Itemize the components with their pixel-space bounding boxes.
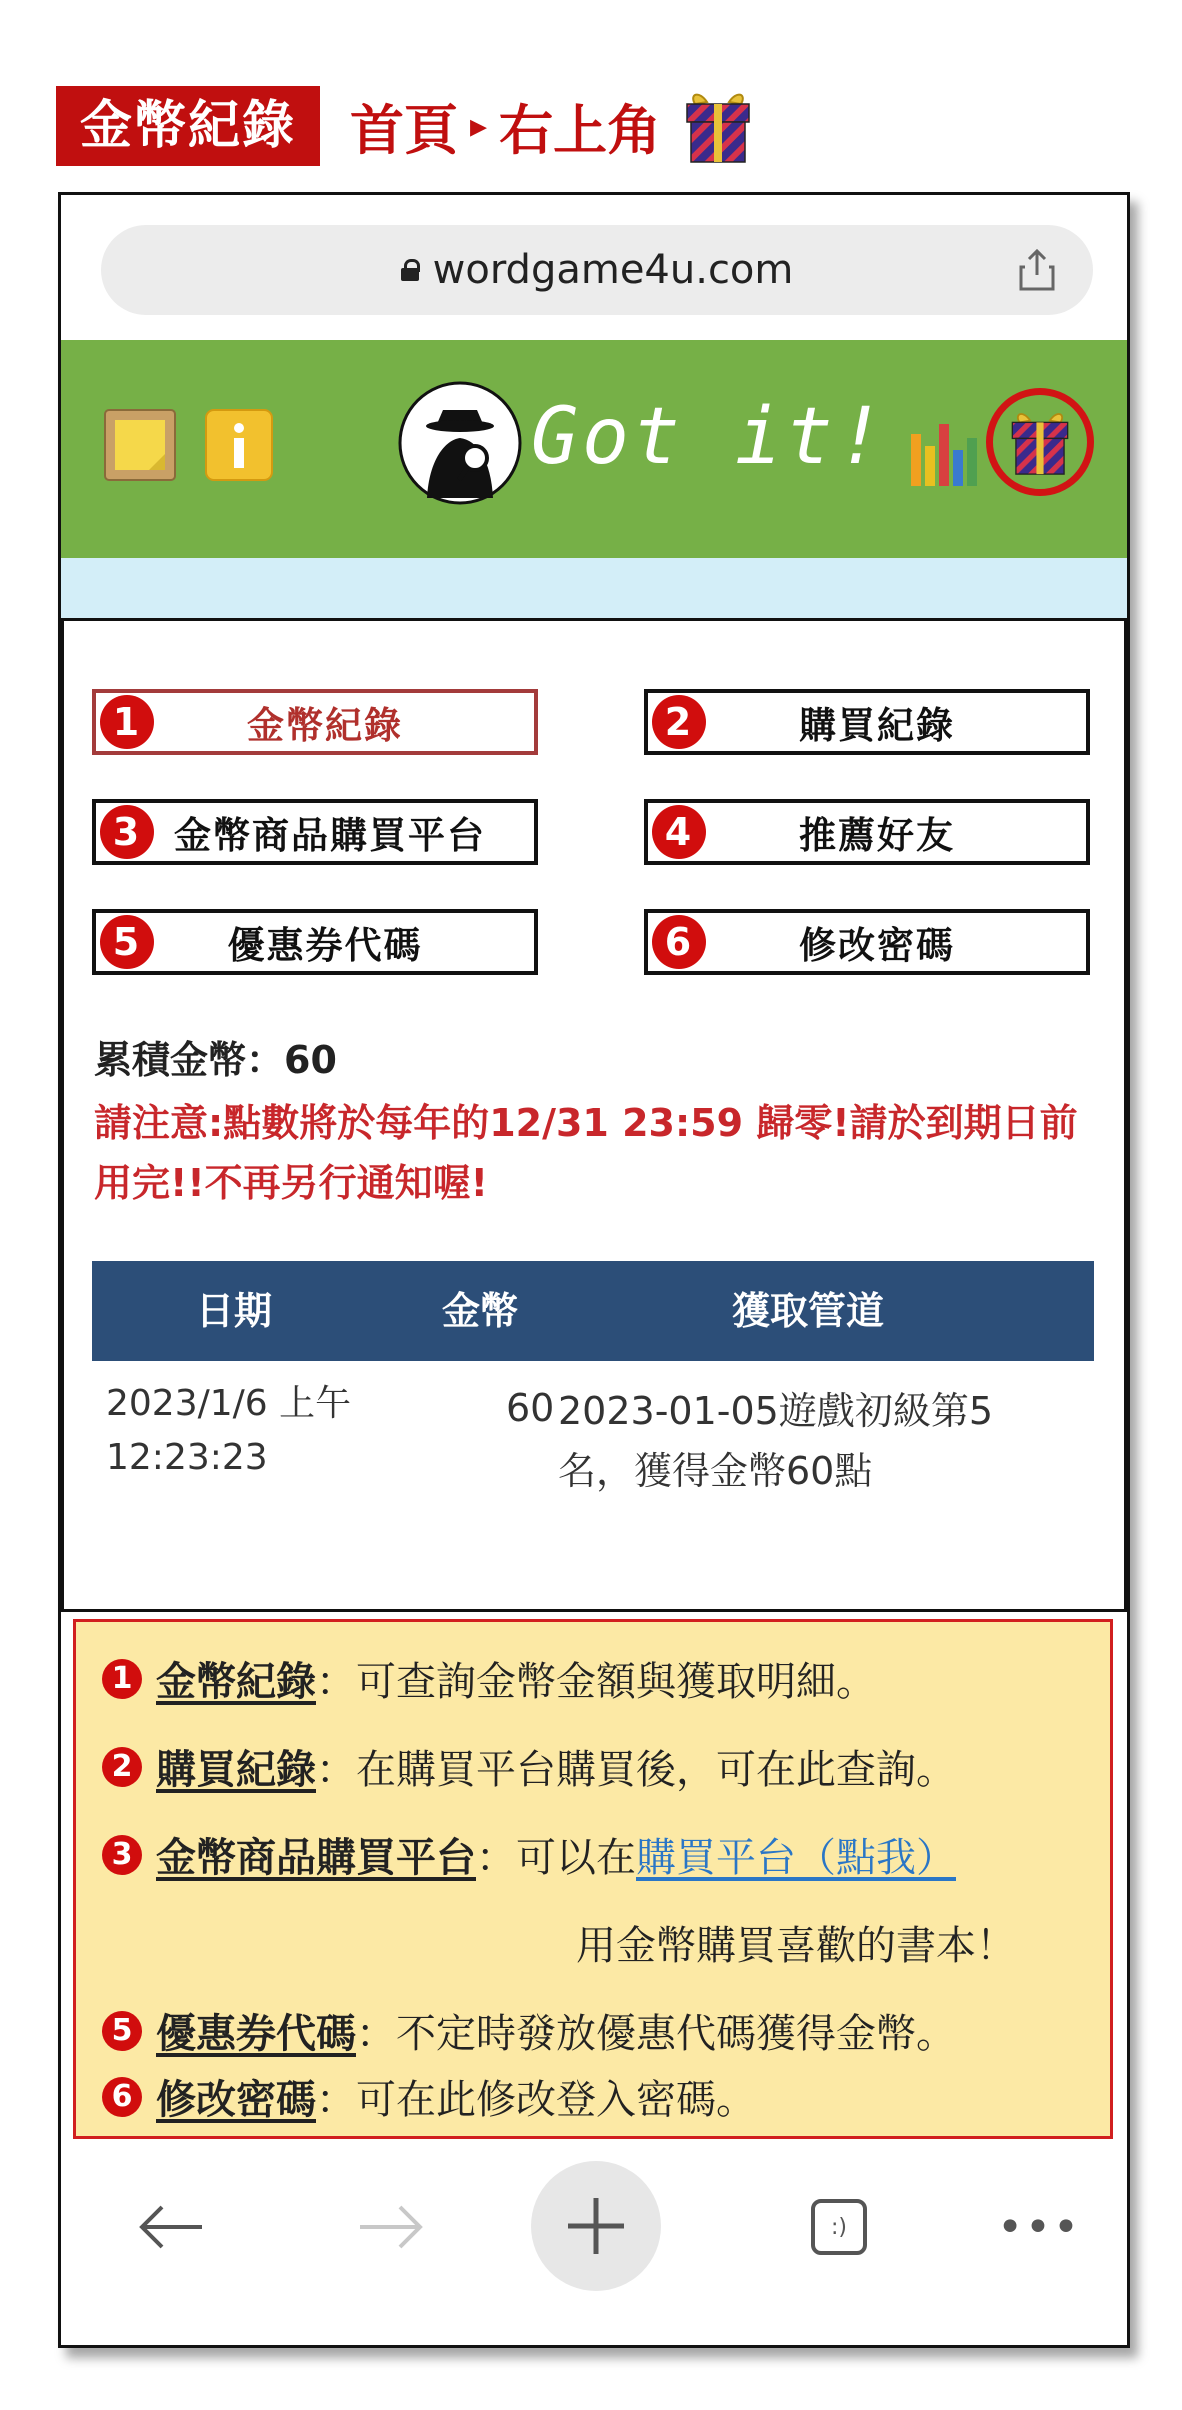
lock-icon	[401, 259, 419, 281]
button-label: 購買紀錄	[799, 704, 955, 747]
source-line: 2023-01-05遊戲初級第5	[558, 1389, 994, 1433]
menu-refer-friend-button[interactable]	[644, 799, 1090, 865]
detective-logo-icon	[397, 380, 523, 506]
menu-shop-platform-button[interactable]	[92, 799, 538, 865]
gift-icon	[1007, 406, 1073, 478]
menu-coupon-code-button[interactable]	[92, 909, 538, 975]
heading-path	[350, 88, 661, 165]
forward-button[interactable]	[331, 2177, 451, 2277]
more-icon[interactable]: •••	[997, 2201, 1081, 2253]
gift-icon	[681, 86, 755, 166]
cell-coins: 60	[506, 1386, 555, 1430]
logo-text: Got it!	[531, 392, 888, 482]
total-coins	[94, 1029, 337, 1084]
badge-6: 6	[102, 2077, 142, 2117]
back-arrow-icon	[136, 2202, 206, 2252]
site-header	[61, 340, 1127, 558]
explain-term: 購買紀錄	[156, 1747, 316, 1793]
explain-item	[102, 1826, 956, 1883]
button-label: 優惠券代碼	[227, 924, 423, 967]
badge-4: 4	[652, 805, 706, 859]
button-label: 金幣紀錄	[247, 704, 403, 747]
forward-arrow-icon	[356, 2202, 426, 2252]
explain-text: ：在購買平台購買後，可在此查詢。	[316, 1747, 956, 1793]
badge-5: 5	[102, 2011, 142, 2051]
share-icon[interactable]	[1017, 247, 1057, 293]
explain-item	[102, 1650, 876, 1707]
badge-2: 2	[652, 695, 706, 749]
column-header-source: 獲取管道	[732, 1289, 885, 1333]
cell-date	[106, 1377, 351, 1485]
column-header-date: 日期	[196, 1289, 273, 1333]
time-line: 12:23:23	[106, 1437, 268, 1478]
subheader-strip	[61, 558, 1127, 618]
source-line: 名，獲得金幣60點	[558, 1449, 873, 1493]
expiry-notice: 請注意:點數將於每年的12/31 23:59 歸零!請於到期日前用完!!不再另行通知喔!	[94, 1101, 1078, 1205]
button-label: 修改密碼	[799, 924, 955, 967]
menu-coin-record-button[interactable]	[92, 689, 538, 755]
explain-term: 金幣紀錄	[156, 1659, 316, 1705]
total-value: 60	[284, 1038, 337, 1082]
badge-5: 5	[100, 915, 154, 969]
badge-6: 6	[652, 915, 706, 969]
tabs-icon	[811, 2199, 867, 2255]
shop-platform-link[interactable]: 購買平台（點我）	[636, 1835, 956, 1881]
explain-text: ：可在此修改登入密碼。	[316, 2077, 756, 2123]
badge-1: 1	[102, 1659, 142, 1699]
address-bar[interactable]	[101, 225, 1093, 315]
button-label: 金幣商品購買平台	[174, 814, 486, 857]
column-header-coins: 金幣	[442, 1289, 519, 1333]
browser-toolbar	[61, 2155, 1127, 2345]
explain-term: 金幣商品購買平台	[156, 1835, 476, 1881]
path-arrow-icon: ▸	[470, 106, 488, 146]
new-tab-button[interactable]	[531, 2161, 661, 2291]
explain-item	[102, 2002, 956, 2059]
date-line: 2023/1/6 上午	[106, 1383, 352, 1424]
explain-text: ：可查詢金幣金額與獲取明細。	[316, 1659, 876, 1705]
gift-button[interactable]	[986, 388, 1094, 496]
explain-item-continued	[576, 1914, 1016, 1971]
explain-item	[102, 1738, 956, 1795]
bar-chart-icon[interactable]	[909, 420, 989, 486]
coin-panel	[61, 618, 1127, 1612]
table-header	[92, 1261, 1094, 1361]
tabs-button[interactable]	[779, 2177, 899, 2277]
explain-item	[102, 2068, 756, 2125]
badge-1: 1	[100, 695, 154, 749]
page-heading	[56, 86, 755, 166]
note-icon[interactable]	[103, 408, 177, 482]
total-label: 累積金幣：	[94, 1038, 285, 1082]
url-text: wordgame4u.com	[432, 247, 794, 293]
heading-badge: 金幣紀錄	[56, 86, 320, 166]
explain-text: ：可以在	[476, 1835, 636, 1881]
info-icon[interactable]	[204, 408, 274, 482]
explain-text: ：不定時發放優惠代碼獲得金幣。	[356, 2011, 956, 2057]
explain-text: 用金幣購買喜歡的書本！	[576, 1923, 1016, 1969]
path-home: 首頁	[350, 98, 459, 162]
tabs-label: :)	[831, 2214, 847, 2240]
cell-source	[558, 1381, 993, 1501]
badge-3: 3	[100, 805, 154, 859]
menu-purchase-record-button[interactable]	[644, 689, 1090, 755]
phone-screen	[58, 192, 1130, 2348]
badge-3: 3	[102, 1835, 142, 1875]
badge-2: 2	[102, 1747, 142, 1787]
explain-term: 修改密碼	[156, 2077, 316, 2123]
menu-change-password-button[interactable]	[644, 909, 1090, 975]
explain-term: 優惠券代碼	[156, 2011, 356, 2057]
explanation-box	[73, 1619, 1113, 2139]
path-target: 右上角	[499, 98, 662, 162]
plus-icon	[531, 2161, 661, 2291]
back-button[interactable]	[111, 2177, 231, 2277]
button-label: 推薦好友	[799, 814, 955, 857]
